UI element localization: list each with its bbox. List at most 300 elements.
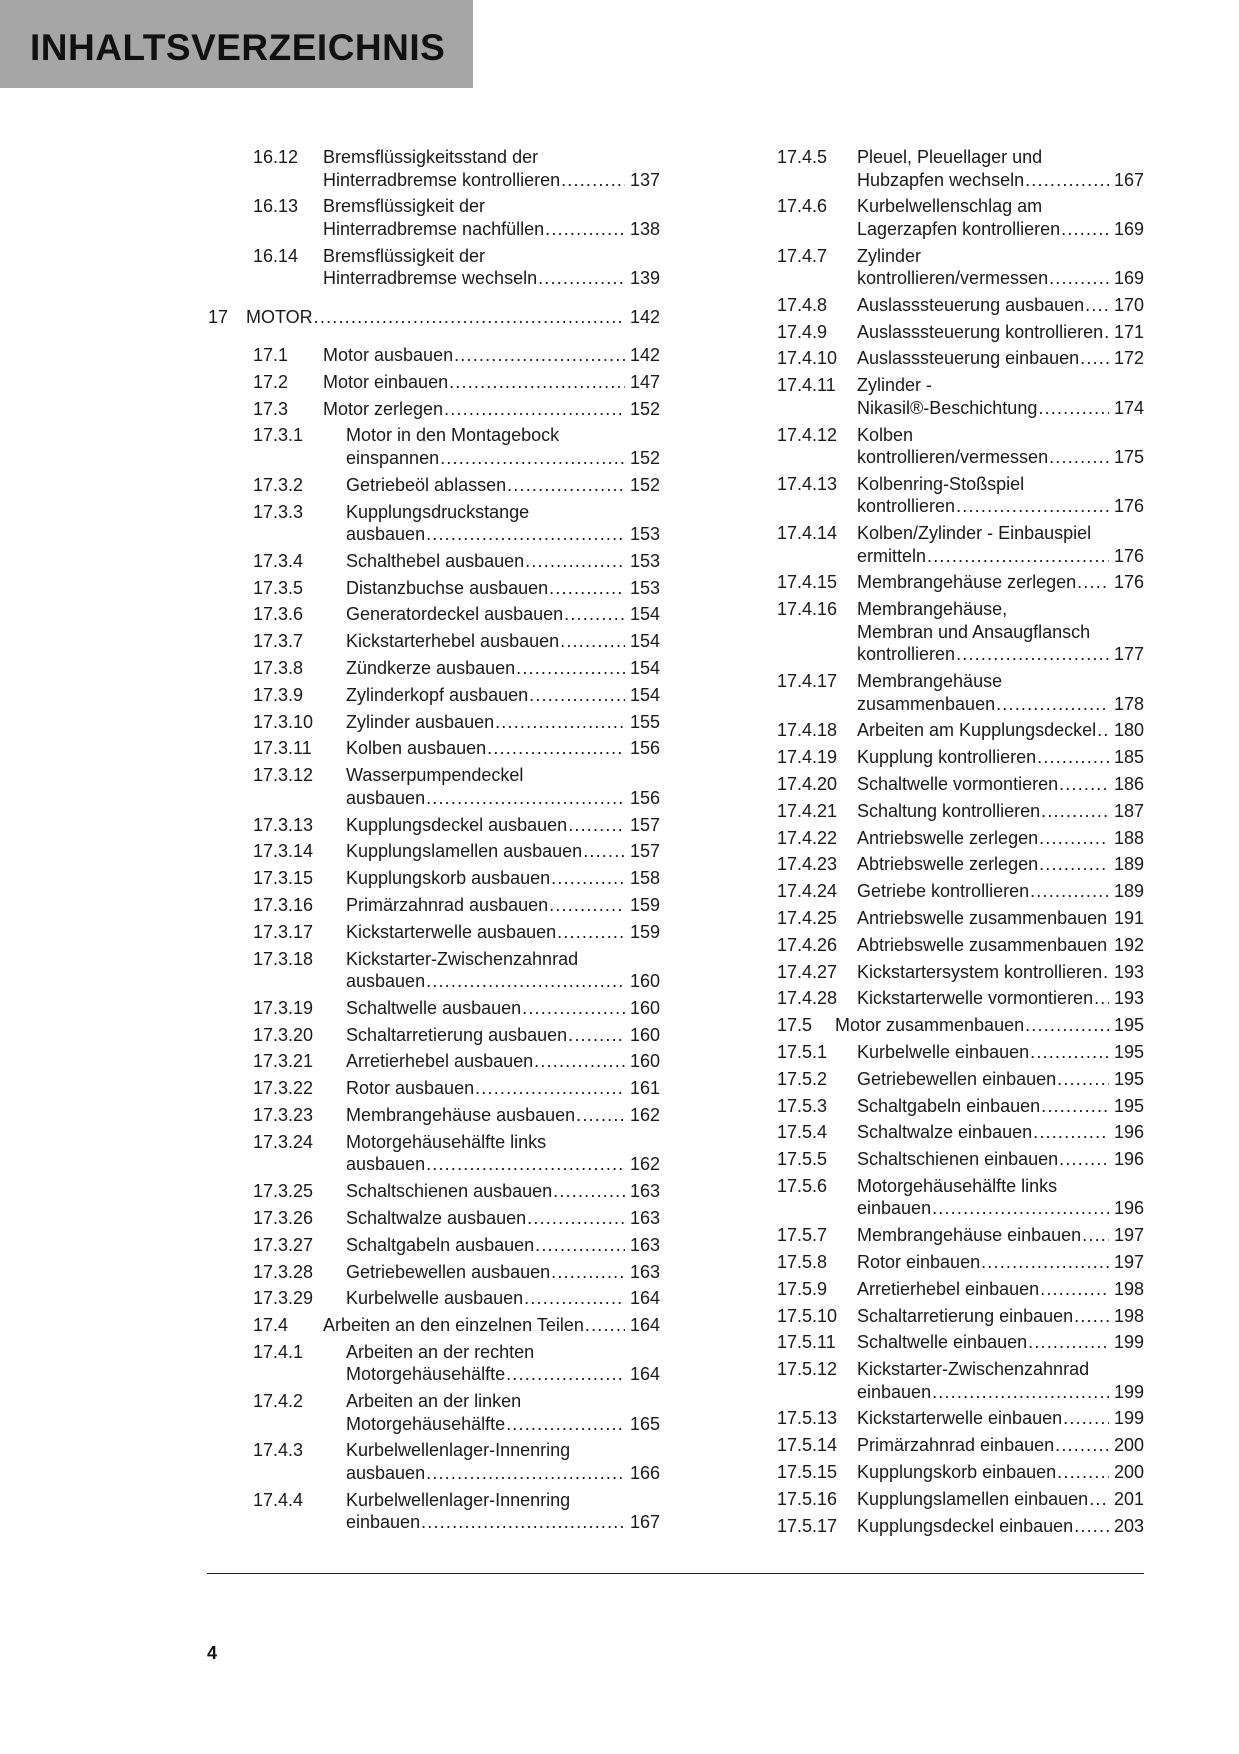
dot-leader	[440, 447, 625, 470]
toc-entry[interactable]	[208, 245, 660, 290]
dot-leader	[1059, 1148, 1109, 1171]
dot-leader	[1025, 1014, 1109, 1037]
toc-entry[interactable]	[208, 1077, 660, 1100]
toc-entry-number: 17.4.16	[777, 599, 838, 620]
toc-entry[interactable]	[208, 1050, 660, 1073]
toc-entry[interactable]	[208, 550, 660, 573]
dot-leader	[426, 787, 625, 810]
toc-entry[interactable]	[732, 571, 1144, 594]
dot-leader	[1089, 1488, 1109, 1511]
toc-entry-page: 165	[629, 1413, 660, 1434]
toc-entry-number: 17.3.18	[253, 948, 314, 969]
toc-entry-page: 163	[629, 1207, 660, 1228]
toc-entry-number: 17.5.7	[777, 1225, 828, 1246]
page-title: INHALTSVERZEICHNIS	[30, 27, 446, 68]
dot-leader	[932, 1197, 1109, 1220]
dot-leader	[421, 1511, 625, 1534]
toc-entry-number: 17.4.18	[777, 720, 838, 741]
toc-entry-number: 17.3	[253, 398, 289, 419]
toc-entry[interactable]	[208, 1234, 660, 1257]
toc-entry-number: 17.3.14	[253, 841, 314, 862]
toc-entry-title-line: ausbauen	[346, 1154, 426, 1175]
toc-entry-page: 153	[629, 524, 660, 545]
toc-entry-title-line: Getriebewellen einbauen	[857, 1068, 1057, 1089]
dot-leader	[1025, 169, 1109, 192]
dot-leader	[583, 840, 625, 863]
toc-entry[interactable]	[208, 146, 660, 191]
toc-entry-title-line: Hinterradbremse wechseln	[323, 268, 538, 289]
toc-entry-title-line: Arbeiten an der linken	[346, 1391, 522, 1412]
toc-entry-title-line: Arbeiten an der rechten	[346, 1341, 535, 1362]
toc-entry-page: 163	[629, 1261, 660, 1282]
toc-entry[interactable]	[208, 577, 660, 600]
toc-entry-page: 154	[629, 631, 660, 652]
toc-entry[interactable]	[208, 657, 660, 680]
toc-entry-page: 169	[1113, 218, 1144, 239]
dot-leader	[932, 1381, 1109, 1404]
dot-leader	[507, 474, 625, 497]
toc-entry-title-line: Schaltung kontrollieren	[857, 800, 1041, 821]
toc-entry[interactable]	[208, 1390, 660, 1435]
toc-entry[interactable]	[732, 719, 1144, 742]
toc-entry-number: 17.4.19	[777, 747, 838, 768]
toc-entry-title-line: Wasserpumpendeckel	[346, 765, 524, 786]
toc-entry-number: 17.3.10	[253, 711, 314, 732]
toc-entry-title-line: Schaltschienen ausbauen	[346, 1181, 553, 1202]
toc-entry[interactable]	[732, 195, 1144, 240]
dot-leader	[557, 921, 625, 944]
toc-entry-title-line: Kupplung kontrollieren	[857, 747, 1037, 768]
toc-entry[interactable]	[732, 1434, 1144, 1457]
toc-entry[interactable]	[732, 1358, 1144, 1403]
toc-entry[interactable]	[208, 1341, 660, 1386]
toc-entry-number: 17.3.28	[253, 1261, 314, 1282]
toc-entry-number: 17.4.21	[777, 800, 838, 821]
toc-entry-number: 17.4.13	[777, 473, 838, 494]
toc-entry-page: 147	[629, 371, 660, 392]
toc-entry-title-line: Getriebe kontrollieren	[857, 881, 1030, 902]
toc-entry-page: 189	[1113, 881, 1144, 902]
toc-entry[interactable]	[732, 1515, 1144, 1538]
toc-entry-page: 139	[629, 268, 660, 289]
dot-leader	[981, 1251, 1109, 1274]
toc-entry[interactable]	[208, 344, 660, 367]
footer-divider	[207, 1573, 1144, 1574]
toc-column-left	[208, 146, 660, 1538]
toc-entry-page: 157	[629, 841, 660, 862]
toc-entry-page: 196	[1113, 1149, 1144, 1170]
toc-entry-number: 17.4.11	[777, 375, 836, 396]
toc-entry[interactable]	[732, 1331, 1144, 1354]
toc-entry-number: 17.4.12	[777, 424, 838, 445]
toc-entry-title-line: Kickstarterwelle ausbauen	[346, 921, 557, 942]
dot-leader	[444, 398, 625, 421]
toc-entry[interactable]	[208, 424, 660, 469]
toc-entry-page: 160	[629, 1024, 660, 1045]
toc-entry[interactable]	[208, 1489, 660, 1534]
toc-entry-number: 17.4.17	[777, 671, 838, 692]
toc-entry[interactable]	[208, 814, 660, 837]
toc-entry-title-line: Kolbenring-Stoßspiel	[857, 473, 1025, 494]
dot-leader	[506, 1363, 625, 1386]
toc-entry[interactable]	[732, 961, 1144, 984]
dot-leader	[1039, 853, 1109, 876]
toc-entry[interactable]	[208, 1024, 660, 1047]
dot-leader	[522, 997, 625, 1020]
toc-entry-title-line: Rotor einbauen	[857, 1252, 981, 1272]
toc-entry[interactable]	[208, 948, 660, 993]
toc-entry-number: 17.4.24	[777, 881, 838, 902]
toc-entry-title-line: Arbeiten an den einzelnen Teilen	[323, 1315, 584, 1336]
toc-entry[interactable]	[208, 684, 660, 707]
toc-entry-number: 17.5.17	[777, 1515, 838, 1536]
toc-entry-page: 172	[1113, 348, 1144, 369]
toc-entry[interactable]	[208, 711, 660, 734]
toc-entry[interactable]	[732, 522, 1144, 567]
toc-entry-page: 138	[629, 218, 660, 239]
dot-leader	[1059, 773, 1109, 796]
dot-leader	[525, 550, 625, 573]
toc-entry[interactable]	[732, 1068, 1144, 1091]
toc-entry-number: 17.4.6	[777, 196, 828, 217]
toc-entry-title-line: Schalthebel ausbauen	[346, 550, 525, 571]
toc-entry-page: 155	[629, 711, 660, 732]
dot-leader	[1033, 1121, 1109, 1144]
toc-entry-number: 17.3.25	[253, 1181, 314, 1202]
toc-entry-page: 201	[1113, 1488, 1144, 1509]
dot-leader	[1028, 1331, 1109, 1354]
toc-entry-title-line: ausbauen	[346, 1462, 426, 1483]
toc-entry[interactable]	[732, 800, 1144, 823]
toc-entry-title-line: Schaltgabeln ausbauen	[346, 1234, 535, 1255]
dot-leader	[1041, 800, 1109, 823]
toc-entry-number: 17.3.26	[253, 1207, 314, 1228]
toc-entry-page: 163	[629, 1234, 660, 1255]
toc-entry[interactable]	[732, 987, 1144, 1010]
toc-entry-title-line: Hinterradbremse kontrollieren	[323, 169, 561, 190]
toc-entry-number: 17.4.23	[777, 854, 838, 875]
toc-entry-title-line: Kurbelwelle einbauen	[857, 1041, 1030, 1062]
toc-entry[interactable]	[208, 997, 660, 1020]
toc-entry-number: 17.4.28	[777, 988, 838, 1009]
dot-leader	[516, 657, 625, 680]
toc-entry[interactable]	[732, 853, 1144, 876]
toc-entry-page: 153	[629, 550, 660, 571]
toc-entry[interactable]	[208, 501, 660, 546]
toc-entry[interactable]	[732, 321, 1144, 344]
toc-entry-title-line: kontrollieren	[857, 496, 956, 517]
toc-entry-title-line: Motor in den Montagebock	[346, 425, 560, 446]
toc-entry-page: 164	[629, 1364, 660, 1385]
toc-entry-title-line: kontrollieren/vermessen	[857, 447, 1049, 468]
toc-entry-page: 200	[1113, 1462, 1144, 1483]
toc-entry[interactable]	[732, 424, 1144, 469]
toc-entry-page: 197	[1113, 1225, 1144, 1246]
dot-leader	[454, 344, 625, 367]
toc-entry-number: 17.4.3	[253, 1440, 304, 1461]
toc-entry-title-line: ermitteln	[857, 545, 927, 566]
toc-entry-number: 17.3.11	[253, 738, 312, 759]
toc-entry[interactable]	[208, 894, 660, 917]
toc-entry[interactable]	[208, 1439, 660, 1484]
dot-leader	[1063, 1407, 1109, 1430]
dot-leader	[576, 1104, 625, 1127]
dot-leader	[426, 523, 625, 546]
toc-entry-page: 197	[1113, 1252, 1144, 1272]
toc-entry-page: 163	[629, 1181, 660, 1202]
toc-entry-number: 17.4.20	[777, 773, 838, 794]
toc-entry-title-line: Getriebeöl ablassen	[346, 474, 507, 495]
dot-leader	[568, 1024, 625, 1047]
dot-leader	[487, 737, 625, 760]
dot-leader	[506, 1413, 625, 1436]
toc-entry-page: 178	[1113, 693, 1144, 714]
dot-leader	[1074, 1515, 1109, 1538]
toc-entry[interactable]	[208, 398, 660, 421]
toc-entry-title-line: ausbauen	[346, 971, 426, 992]
dot-leader	[524, 1287, 625, 1310]
toc-entry[interactable]	[732, 880, 1144, 903]
toc-entry-title-line: Kickstartersystem kontrollieren	[857, 961, 1103, 982]
dot-leader	[996, 693, 1109, 716]
toc-entry[interactable]	[208, 474, 660, 497]
toc-entry-title-line: Membrangehäuse,	[857, 599, 1008, 620]
toc-entry-title-line: Kolben ausbauen	[346, 738, 487, 759]
toc-entry[interactable]	[732, 1041, 1144, 1064]
toc-entry[interactable]	[732, 146, 1144, 191]
dot-leader	[1037, 746, 1109, 769]
toc-entry-page: 199	[1113, 1408, 1144, 1429]
toc-entry-page: 196	[1113, 1198, 1144, 1219]
toc-entry-number: 16.12	[253, 147, 299, 167]
toc-entry[interactable]	[732, 1278, 1144, 1301]
toc-entry-number: 17.1	[253, 345, 289, 366]
toc-entry[interactable]	[732, 1305, 1144, 1328]
toc-entry-number: 17	[208, 306, 229, 327]
dot-leader	[534, 1050, 625, 1073]
toc-entry[interactable]	[732, 473, 1144, 518]
toc-entry[interactable]	[208, 737, 660, 760]
toc-entry-title-line: Arretierhebel einbauen	[857, 1278, 1040, 1299]
toc-entry[interactable]	[732, 1121, 1144, 1144]
toc-entry-page: 159	[629, 921, 660, 942]
toc-entry[interactable]	[732, 1014, 1144, 1037]
dot-leader	[561, 169, 625, 192]
toc-entry-title-line: Bremsflüssigkeit der	[323, 245, 486, 266]
toc-entry-page: 188	[1113, 827, 1144, 848]
toc-entry-title-line: Lagerzapfen kontrollieren	[857, 218, 1061, 239]
dot-leader	[1094, 987, 1109, 1010]
toc-entry-title-line: Schaltwelle einbauen	[857, 1332, 1028, 1353]
dot-leader	[1108, 934, 1109, 957]
toc-entry-number: 17.5.5	[777, 1149, 828, 1170]
toc-entry[interactable]	[732, 1407, 1144, 1430]
toc-entry-number: 16.13	[253, 196, 299, 217]
toc-entry[interactable]	[732, 1175, 1144, 1220]
toc-entry-page: 156	[629, 738, 660, 759]
toc-entry[interactable]	[208, 371, 660, 394]
toc-entry-title-line: Motor einbauen	[323, 371, 449, 392]
dot-leader	[529, 684, 625, 707]
toc-entry-title-line: Hubzapfen wechseln	[857, 169, 1025, 190]
toc-entry[interactable]	[208, 1314, 660, 1337]
toc-entry-number: 17.5.14	[777, 1435, 838, 1456]
page-number: 4	[207, 1643, 218, 1663]
toc-entry[interactable]	[208, 921, 660, 944]
toc-entry-number: 17.5.13	[777, 1408, 838, 1429]
dot-leader	[495, 711, 625, 734]
toc-entry-title-line: Motorgehäusehälfte links	[346, 1131, 547, 1152]
toc-entry-title-line: Motorgehäusehälfte	[346, 1413, 506, 1434]
toc-entry-number: 17.4.8	[777, 294, 828, 315]
toc-entry-title-line: Kurbelwellenschlag am	[857, 196, 1043, 217]
toc-entry-number: 17.5.1	[777, 1041, 828, 1062]
dot-leader	[927, 545, 1109, 568]
dot-leader	[553, 1180, 625, 1203]
dot-leader	[1077, 571, 1109, 594]
toc-entry[interactable]	[208, 1104, 660, 1127]
toc-entry-page: 200	[1113, 1435, 1144, 1456]
toc-entry-number: 17.3.7	[253, 631, 304, 652]
toc-entry-title-line: Nikasil®-Beschichtung	[857, 397, 1038, 418]
toc-entry-page: 157	[629, 814, 660, 835]
toc-entry[interactable]	[732, 746, 1144, 769]
toc-entry-title-line: Motor zerlegen	[323, 398, 444, 419]
toc-entry-title-line: Kurbelwellenlager-Innenring	[346, 1489, 571, 1510]
dot-leader	[1108, 907, 1109, 930]
toc-entry[interactable]	[732, 347, 1144, 370]
toc-entry-page: 198	[1113, 1305, 1144, 1326]
toc-entry-page: 187	[1113, 800, 1144, 821]
toc-entry[interactable]	[732, 1251, 1144, 1274]
toc-entry[interactable]	[208, 630, 660, 653]
toc-entry-page: 159	[629, 894, 660, 915]
toc-entry[interactable]	[208, 1131, 660, 1176]
toc-entry-page: 195	[1113, 1015, 1144, 1036]
toc-entry[interactable]	[208, 603, 660, 626]
toc-entry-title-line: kontrollieren	[857, 644, 956, 665]
toc-entry-number: 17.4.15	[777, 572, 838, 593]
toc-entry[interactable]	[732, 827, 1144, 850]
toc-entry-title-line: Getriebewellen ausbauen	[346, 1261, 551, 1282]
toc-entry[interactable]	[732, 934, 1144, 957]
toc-entry-number: 17.4.9	[777, 321, 828, 342]
toc-entry-page: 152	[629, 447, 660, 468]
toc-entry-number: 17.4.22	[777, 827, 838, 848]
toc-entry[interactable]	[732, 374, 1144, 419]
toc-entry[interactable]	[732, 1095, 1144, 1118]
toc-entry-title-line: Schaltarretierung einbauen	[857, 1305, 1074, 1326]
toc-entry-title-line: ausbauen	[346, 787, 426, 808]
toc-entry-title-line: Zylinder ausbauen	[346, 711, 495, 732]
dot-leader	[956, 643, 1109, 666]
toc-entry-title-line: Kurbelwelle ausbauen	[346, 1288, 524, 1309]
toc-entry-number: 17.3.6	[253, 604, 304, 625]
toc-entry-title-line: Motorgehäusehälfte	[346, 1364, 506, 1385]
toc-entry-title-line: Motor ausbauen	[323, 345, 454, 366]
toc-entry-title-line: Hinterradbremse nachfüllen	[323, 218, 545, 239]
toc-entry-page: 152	[629, 398, 660, 419]
toc-entry[interactable]	[208, 764, 660, 809]
toc-entry-title-line: Schaltgabeln einbauen	[857, 1095, 1041, 1116]
toc-entry-title-line: kontrollieren/vermessen	[857, 268, 1049, 289]
dot-leader	[568, 814, 625, 837]
dot-leader	[1061, 218, 1109, 241]
dot-leader	[1030, 880, 1109, 903]
toc-entry-title-line: Membrangehäuse zerlegen	[857, 572, 1077, 593]
toc-entry-title-line: Kupplungslamellen einbauen	[857, 1488, 1089, 1509]
toc-entry-page: 176	[1113, 572, 1144, 593]
toc-entry-page: 189	[1113, 854, 1144, 875]
toc-entry[interactable]	[732, 1224, 1144, 1247]
toc-entry[interactable]	[208, 1261, 660, 1284]
toc-entry-page: 193	[1113, 988, 1144, 1009]
toc-entry-title-line: Membrangehäuse einbauen	[857, 1225, 1082, 1246]
toc-entry[interactable]	[732, 907, 1144, 930]
dot-leader	[1082, 1224, 1109, 1247]
toc-entry[interactable]	[732, 598, 1144, 666]
toc-entry[interactable]	[208, 840, 660, 863]
toc-entry-title-line: Kupplungskorb einbauen	[857, 1462, 1057, 1483]
toc-entry-number: 17.3.13	[253, 814, 314, 835]
toc-entry-title-line: Primärzahnrad ausbauen	[346, 894, 549, 915]
toc-entry-page: 164	[629, 1315, 660, 1336]
toc-entry-page: 176	[1113, 545, 1144, 566]
toc-entry[interactable]	[208, 1207, 660, 1230]
toc-entry-number: 17.3.27	[253, 1234, 314, 1255]
toc-entry-page: 167	[1113, 169, 1144, 190]
toc-entry[interactable]	[732, 1148, 1144, 1171]
toc-entry[interactable]	[208, 867, 660, 890]
dot-leader	[1074, 1305, 1109, 1328]
toc-entry-page: 192	[1113, 934, 1144, 955]
toc-entry[interactable]	[208, 306, 660, 329]
dot-leader	[551, 1261, 625, 1284]
toc-entry-page: 158	[629, 868, 660, 889]
toc-entry-page: 161	[629, 1078, 660, 1099]
toc-entry-page: 160	[629, 997, 660, 1018]
toc-entry-title-line: Kolben	[857, 424, 914, 445]
toc-entry-title-line: Zylinder -	[857, 375, 933, 396]
dot-leader	[551, 867, 625, 890]
toc-entry[interactable]	[208, 1180, 660, 1203]
dot-leader	[314, 306, 625, 329]
toc-entry-page: 160	[629, 1051, 660, 1072]
toc-entry[interactable]	[732, 1488, 1144, 1511]
dot-leader	[956, 495, 1109, 518]
toc-entry-title-line: Kolben/Zylinder - Einbauspiel	[857, 523, 1092, 544]
header-band	[0, 0, 473, 88]
toc-entry-page: 137	[629, 169, 660, 190]
toc-entry[interactable]	[732, 1461, 1144, 1484]
toc-entry[interactable]	[208, 1287, 660, 1310]
toc-entry-page: 171	[1113, 321, 1144, 342]
dot-leader	[426, 1462, 625, 1485]
toc-entry[interactable]	[208, 195, 660, 240]
toc-entry[interactable]	[732, 773, 1144, 796]
toc-entry[interactable]	[732, 294, 1144, 317]
toc-entry-number: 17.3.22	[253, 1078, 314, 1099]
toc-entry-title-line: Zylinder	[857, 245, 922, 266]
dot-leader	[1030, 1041, 1109, 1064]
toc-entry[interactable]	[732, 670, 1144, 715]
toc-entry-number: 17.4.1	[253, 1341, 304, 1362]
toc-entry-number: 17.4.26	[777, 934, 838, 955]
toc-entry-number: 17.4.25	[777, 907, 838, 928]
toc-entry-title-line: MOTOR	[246, 306, 313, 327]
toc-entry[interactable]	[732, 245, 1144, 290]
dot-leader	[449, 371, 625, 394]
